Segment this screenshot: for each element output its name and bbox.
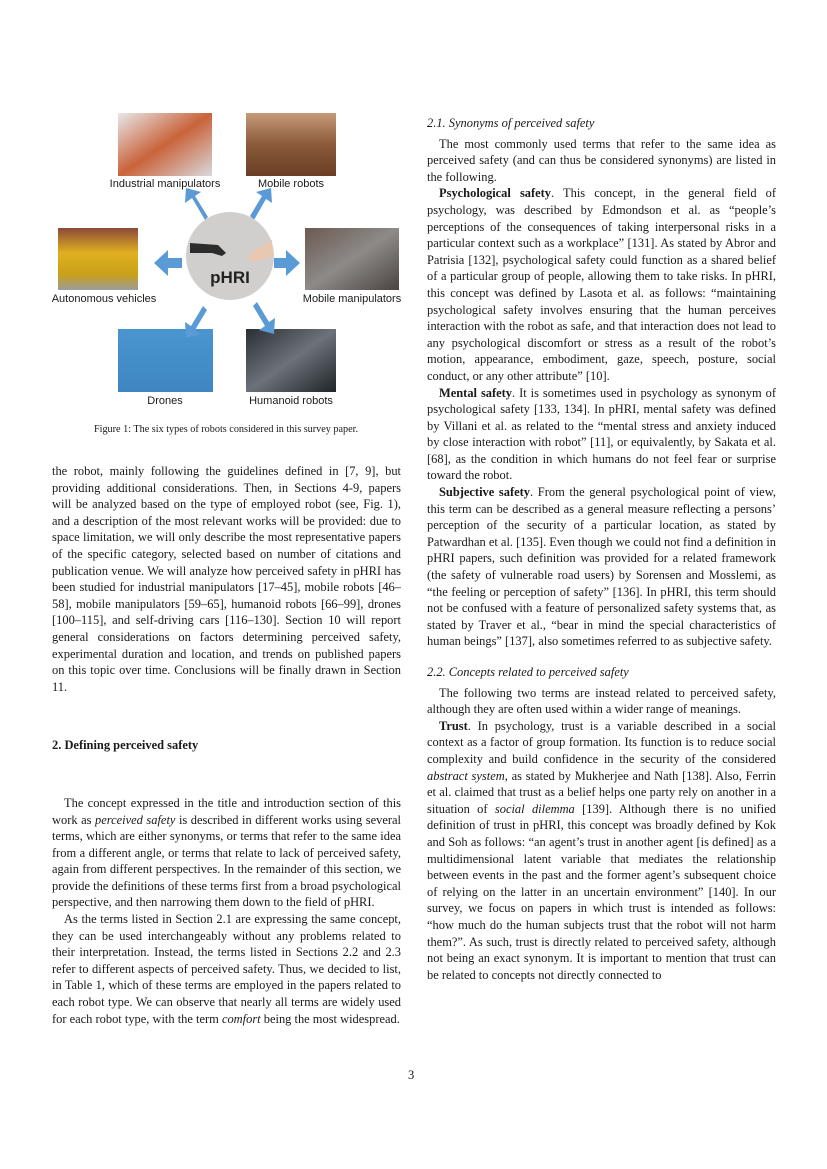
section-heading: 2. Defining perceived safety: [52, 738, 199, 753]
emphasis: social dilemma: [494, 801, 575, 816]
term: Mental safety: [439, 385, 513, 400]
mobile-manipulators-image: [305, 228, 399, 290]
drones-image: [118, 329, 213, 392]
label-drones: Drones: [147, 395, 183, 407]
arrow-up-right: [250, 188, 272, 220]
figure-caption: Figure 1: The six types of robots considered in this survey paper.: [93, 424, 359, 435]
label-autonomous-vehicles: Autonomous vehicles: [51, 293, 157, 305]
industrial-manipulators-image: [118, 113, 212, 176]
arrow-left: [154, 250, 182, 276]
page-number: 3: [408, 1068, 415, 1082]
paragraph: The following two terms are instead related to perceived safety, although they are often used within a wider range of meanings.: [427, 685, 776, 717]
text: . This concept, in the general field of psychology, was described by Edmondson et al. as “people’s perceptions of the consequences of taking interpersonal risks in a particular context such as a workplace” [131]. As stated by Abror and Patrisia [132], psychological safety could function as a shared belief of a particular group of people, allowing them to take risks. In pHRI, this concept was defined by Lasota et al. as follows: “maintaining psychological safety involves ensuring that the human perceives interaction with the robot as safe, and that interaction does not lead to any psychological discomfort or stress as a result of the robot’s motion, appearance, embodiment, gaze, speech, posture, social conduct, or any other attribute” [10].: [427, 186, 777, 383]
term: Psychological safety: [439, 186, 552, 201]
paragraph: [52, 795, 401, 911]
text: The concept expressed in the title and introduction section of this work as: [52, 795, 401, 827]
text: As the terms listed in Section 2.1 are expressing the same concept, they can be used interchangeably without any problems related to their interpretation. Instead, the terms listed in Sections 2.2 and 2.3 refer to different aspects of perceived safety. Thus, we decided to list, in Table 1, which of these terms are employed in the papers related to each robot type. We can observe that nearly all terms are widely used for each robot type, with the term: [52, 912, 401, 1026]
text: . It is sometimes used in psychology as synonym of psychological safety [133, 134]. In pHRI, mental safety was defined by Villani et al. as related to the “mental stress and anxiety induced by close interaction with robot” [11], or equivalently, by Sakata et al. [68], as the condition in which humans do not feel fear or surprise toward the robot.: [427, 385, 776, 483]
label-industrial-manipulators: Industrial manipulators: [109, 178, 221, 190]
paragraph: [427, 484, 776, 650]
paragraph: the robot, mainly following the guidelines defined in [7, 9], but providing additional considerations. Then, in Sections 4-9, papers will be analyzed based on the type of employed robot (see, Fig. 1), and a description of the most relevant works will be provided: due to space limitation, we will only describe the most representative papers of the specific category, selected based on number of citations and publication venue. We will analyze how perceived safety in pHRI has been studied for industrial manipulators [17–45], mobile robots [46–58], mobile manipulators [59–65], humanoid robots [66–99], drones [100–115], and self-driving cars [116–130]. Section 10 will report general considerations on factors determining perceived safety, experimental duration and location, and trends on published papers on this topic over time. Conclusions will be finally drawn in Section 11.: [52, 464, 401, 694]
paragraph: The most commonly used terms that refer to the same idea as perceived safety (and can thus be considered synonyms) are listed in the following.: [427, 136, 776, 184]
text: being the most widespread.: [260, 1011, 400, 1026]
right-column: [427, 115, 776, 983]
figure-graphic: [50, 108, 410, 413]
text: is described in different works using several terms, which are either synonyms, or terms that refer to the same idea from a different angle, or terms that relate to lack of perceived safety, again from different perspectives. In the remainder of this section, we provide the definitions of these terms first from a broad psychological perspective, and then narrowing them down to the field of pHRI.: [52, 812, 401, 910]
paragraph: [52, 911, 401, 1027]
paragraph: [427, 718, 776, 984]
left-column: [52, 463, 401, 1027]
text: . From the general psychological point of view, this term can be described as a general measure reflecting a persons’ perception of the security of a particular location, as stated by Patwardhan et al. [135]. Even though we could not find a definition in pHRI papers, such definition was provided for a related framework (the safety of vulnerable road users) by Sorensen and Mosslemi, as “the feeling or perception of safety” [136]. In pHRI, this term should not be confused with a feature of personalized safety systems that, as stated by Traver et al., “bear in mind the special characteristics of human beings” [137], also sometimes referred to as subjective safety.: [427, 485, 776, 649]
text: [139]. Although there is no unified definition of trust in pHRI, this concept was broadly defined by Kok and Soh as follows: “an agent’s trust in another agent [is defined] as a multidimensional latent variable that mediates the relationship between events in the past and the former agent’s subsequent choice of relying on the latter in an uncertain environment” [140]. In our survey, we focus on papers in which trust is intended as follows: “how much do the human subjects trust that the robot will not harm them?”. As such, trust is directly related to perceived safety, although not being an exact synonym. It is important to mention that trust can be related to concepts not directly connected to: [427, 801, 777, 982]
figure-1: [50, 108, 410, 413]
arrow-right: [274, 250, 300, 276]
term: Subjective safety: [439, 485, 531, 500]
term: Trust: [439, 718, 468, 733]
arrow-up-left: [185, 188, 208, 220]
label-mobile-robots: Mobile robots: [257, 178, 325, 190]
emphasis: abstract system: [427, 768, 505, 783]
subsection-heading: 2.1. Synonyms of perceived safety: [427, 116, 595, 130]
subsection-heading: 2.2. Concepts related to perceived safety: [427, 665, 629, 679]
mobile-robots-image: [246, 113, 336, 176]
paragraph: [427, 185, 776, 384]
text: . In psychology, trust is a variable described in a social context as a factor of group formation. Its function is to reduce social complexity and build confidence in the security of the considered: [427, 718, 776, 766]
emphasis: perceived safety: [95, 812, 176, 827]
autonomous-vehicles-image: [58, 228, 138, 290]
emphasis: comfort: [221, 1011, 261, 1026]
label-humanoid-robots: Humanoid robots: [249, 395, 333, 407]
paragraph: [427, 385, 776, 485]
phri-label: pHRI: [210, 268, 250, 287]
label-mobile-manipulators: Mobile manipulators: [302, 293, 402, 305]
humanoid-robots-image: [246, 329, 336, 392]
text: , as stated by Mukherjee and Nath [138]. Also, Ferrin et al. claimed that trust as a belief helps one party rely on another in a situation of: [427, 768, 776, 816]
